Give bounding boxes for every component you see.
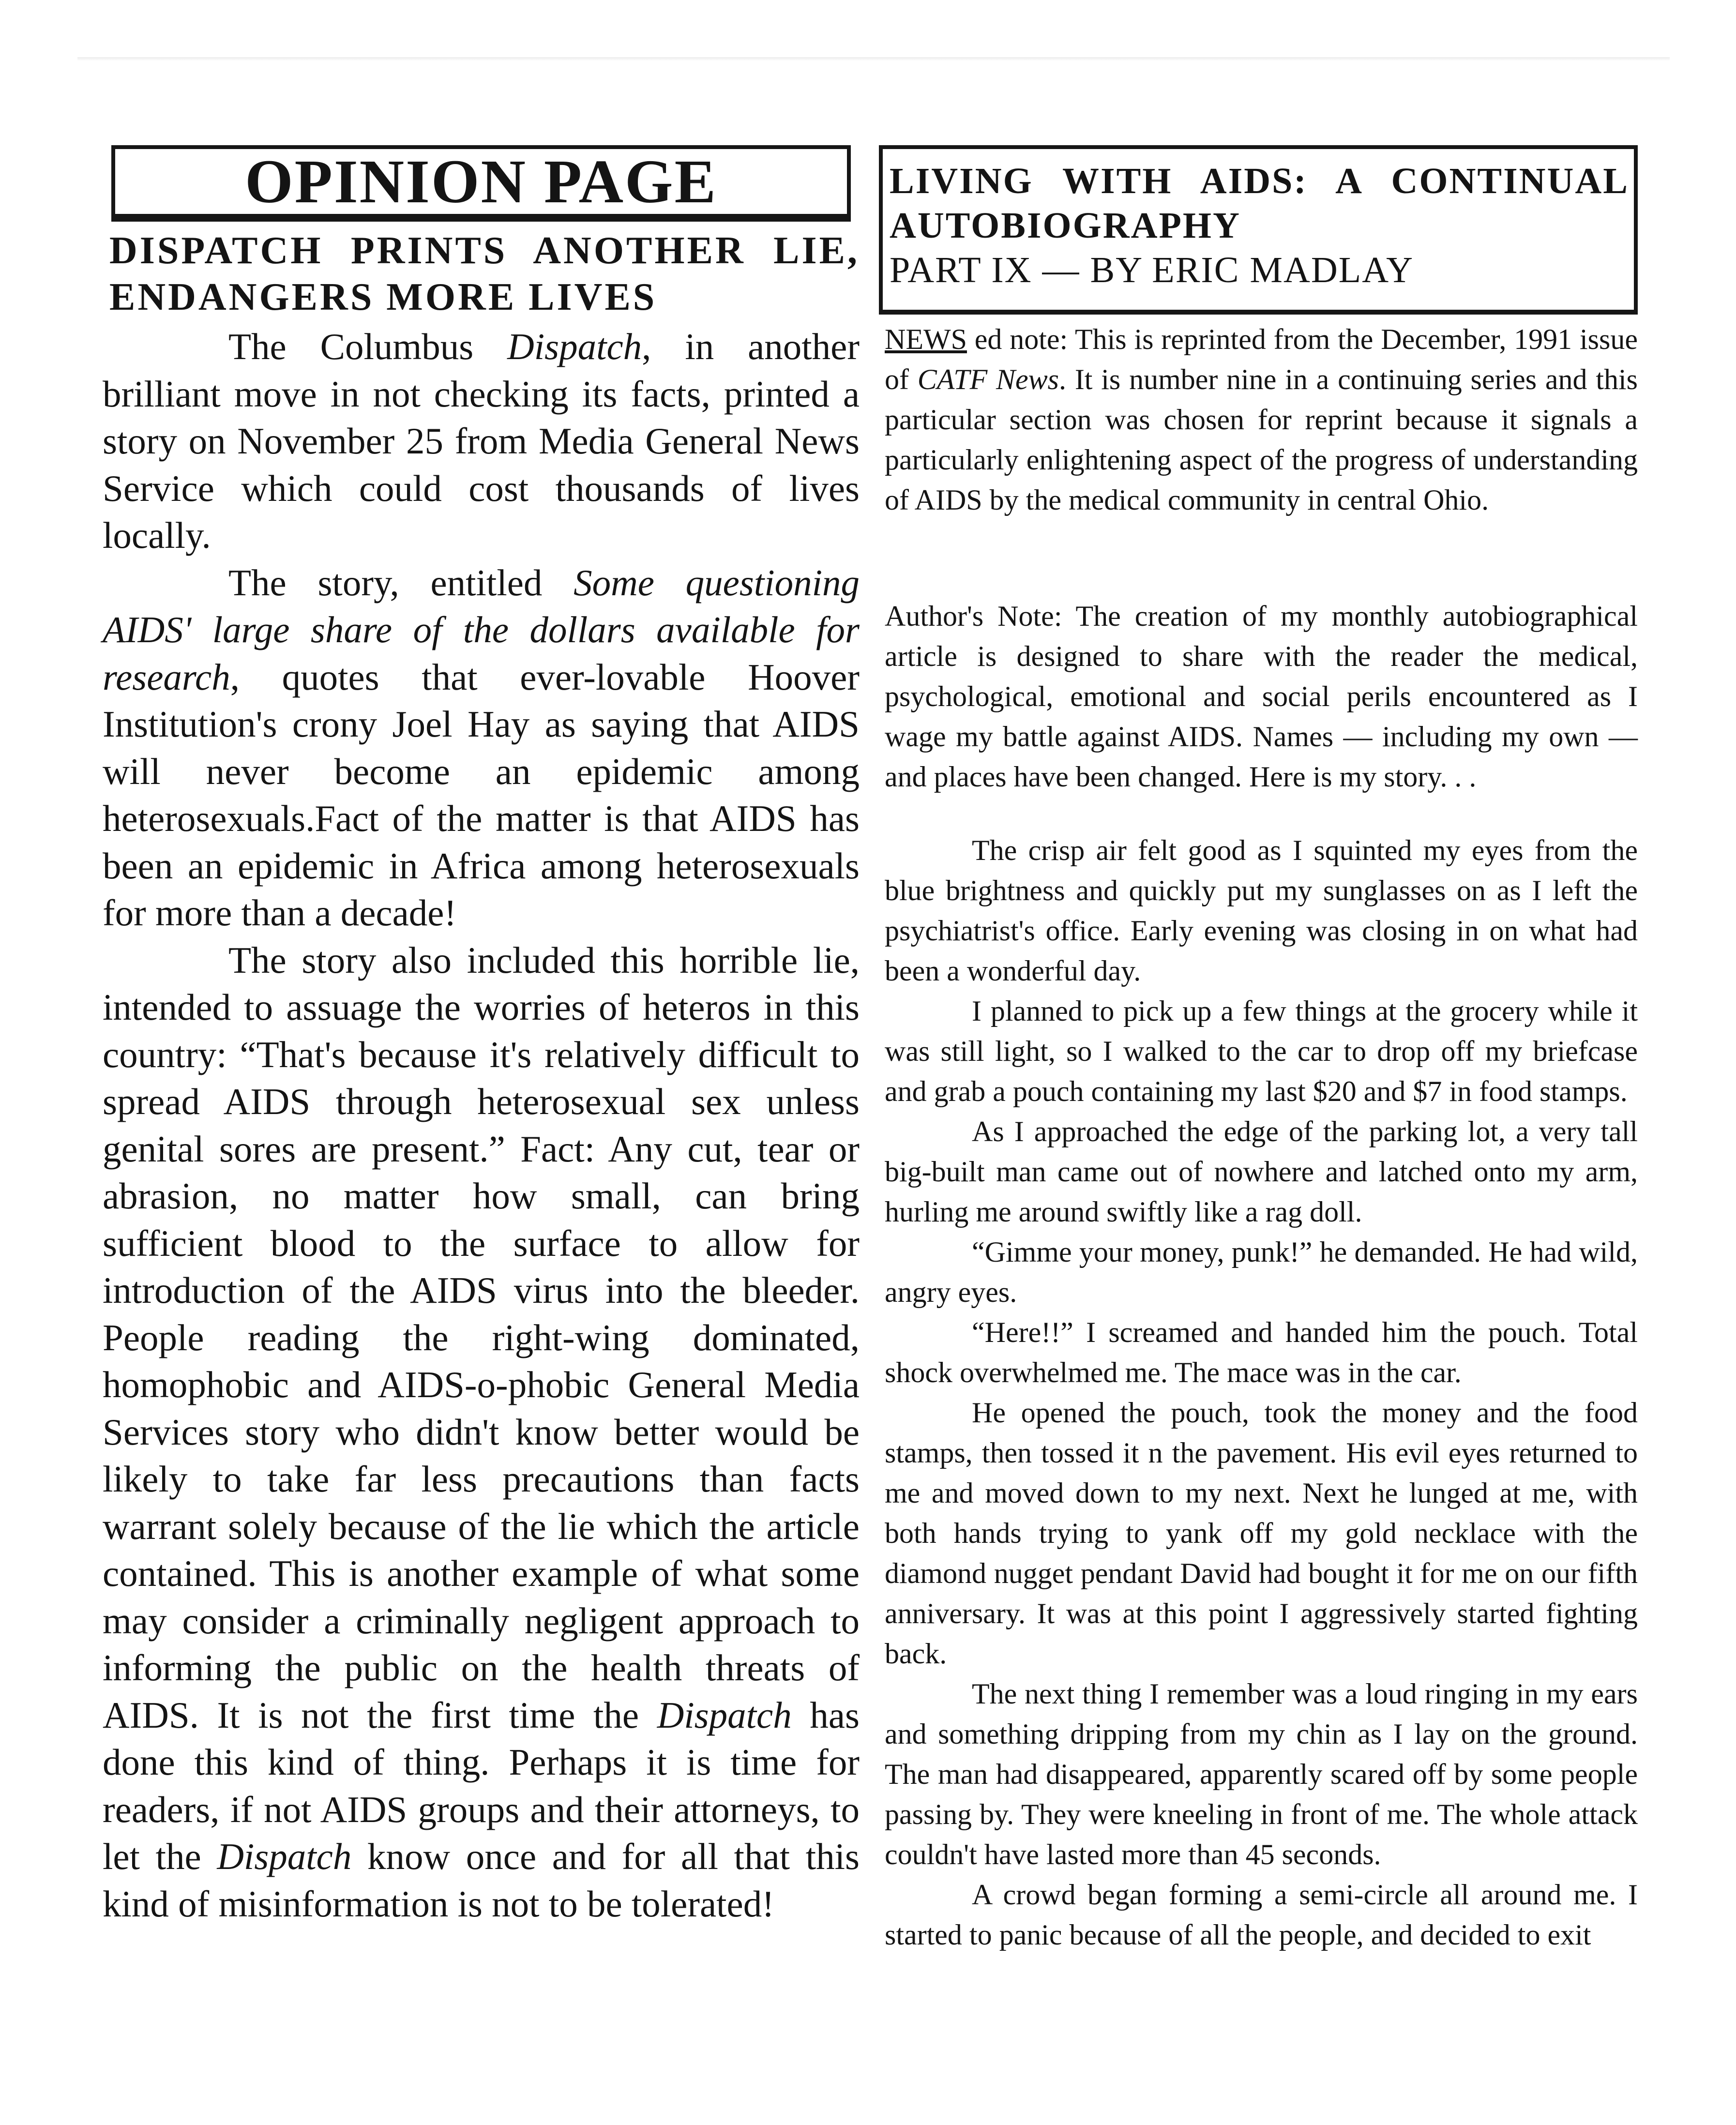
editor-note	[885, 319, 1638, 520]
opinion-body	[103, 323, 860, 1928]
autobiography-banner	[879, 145, 1638, 315]
story-paragraph: I planned to pick up a few things at the grocery while it was still light, so I walked to the car to drop off my briefcase and grab a pouch containing my last $20 and $7 in food stamps.	[885, 995, 1638, 1107]
text-span: has done this kind of thing. Perhaps it is time for readers, if not AIDS groups and their attorneys, to let the	[103, 1694, 860, 1877]
publication-name: CATF News	[917, 363, 1059, 395]
story-body	[885, 830, 1638, 1955]
news-tag: NEWS	[885, 323, 967, 355]
publication-name: Dispatch	[507, 326, 642, 367]
autobiography-title-line-1: LIVING WITH AIDS: A CONTINUAL	[890, 161, 1629, 201]
opinion-page-banner	[111, 145, 851, 222]
autobiography-title-line-2: AUTOBIOGRAPHY	[890, 205, 1241, 246]
text-span: The Columbus	[228, 326, 508, 367]
text-span: , quotes that ever-lovable Hoover Institution's crony Joel Hay as saying that AIDS will never become an epidemic among heterosexuals.Fact of the matter is that AIDS has been an epidemic in Africa among heterosexuals for more than a decade!	[103, 656, 860, 934]
story-title: Some questioning AIDS' large share of the dollars available for research	[103, 561, 860, 698]
text-span: . It is number nine in a continuing series and this particular section was chosen for reprint because it signals a particularly enlightening aspect of the progress of understanding of AIDS by the medical community in central Ohio.	[885, 363, 1638, 516]
text-span: ed note: This is reprinted from the December, 1991 issue of	[885, 323, 1638, 395]
publication-name: Dispatch	[217, 1836, 352, 1877]
opinion-paragraph-3	[103, 937, 860, 1928]
text-span: know once and for all that this kind of misinformation is not to be tolerated!	[103, 1836, 860, 1925]
story-paragraph: The crisp air felt good as I squinted my eyes from the blue brightness and quickly put my sunglasses on as I left the psychiatrist's office. Early evening was closing in on what had been a wonderful day.	[885, 834, 1638, 987]
text-span: The story also included this horrible lie, intended to assuage the worries of heteros in this country: “That's because it's relatively difficult to spread AIDS through heterosexual sex unless genital sores are present.” Fact: Any cut, tear or abrasion, no matter how small, can bring sufficient blood to the surface to allow for introduction of the AIDS virus into the bleeder. People reading the right-wing dominated, homophobic and AIDS-o-phobic General Media Services story who didn't know better would be likely to take far less precautions than facts warrant solely because of the lie which the article contained. This is another example of what some may consider a criminally negligent approach to informing the public on the health threats of AIDS. It is not the first time the	[103, 939, 860, 1736]
text-span: The story, entitled	[228, 561, 574, 603]
scan-edge	[77, 57, 1670, 61]
text-span: , in another brilliant move in not checking its facts, printed a story on November 25 from Media General News Service which could cost thousands of lives locally.	[103, 326, 860, 556]
author-note: Author's Note: The creation of my monthly autobiographical article is designed to share with the reader the medical, psychological, emotional and social perils encountered as I wage my battle against AIDS. Names — including my own — and places have been changed. Here is my story. . .	[885, 600, 1638, 793]
story-paragraph: A crowd began forming a semi-circle all around me. I started to panic because of all the people, and decided to exit	[885, 1879, 1638, 1951]
story-paragraph: As I approached the edge of the parking lot, a very tall big-built man came out of nowhere and latched onto my arm, hurling me around swiftly like a rag doll.	[885, 1115, 1638, 1228]
opinion-paragraph-1	[103, 323, 860, 559]
publication-name: Dispatch	[657, 1694, 792, 1736]
story-paragraph: “Here!!” I screamed and handed him the pouch. Total shock overwhelmed me. The mace was in the car.	[885, 1316, 1638, 1388]
opinion-headline: DISPATCH PRINTS ANOTHER LIE, ENDANGERS MORE LIVES	[109, 229, 860, 318]
story-paragraph: “Gimme your money, punk!” he demanded. He had wild, angry eyes.	[885, 1236, 1638, 1308]
opinion-paragraph-2	[103, 559, 860, 937]
opinion-page-title: OPINION PAGE	[245, 147, 717, 216]
story-paragraph: The next thing I remember was a loud ringing in my ears and something dripping from my chin as I lay on the ground. The man had disappeared, apparently scared off by some people passing by. They were kneeling in front of me. The whole attack couldn't have lasted more than 45 seconds.	[885, 1678, 1638, 1870]
autobiography-subtitle: PART IX — BY ERIC MADLAY	[890, 250, 1414, 290]
story-paragraph: He opened the pouch, took the money and the food stamps, then tossed it n the pavement. His evil eyes returned to me and moved down to my next. Next he lunged at me, with both hands trying to yank off my gold necklace with the diamond nugget pendant David had bought it for me on our fifth anniversary. It was at this point I aggressively started fighting back.	[885, 1397, 1638, 1670]
